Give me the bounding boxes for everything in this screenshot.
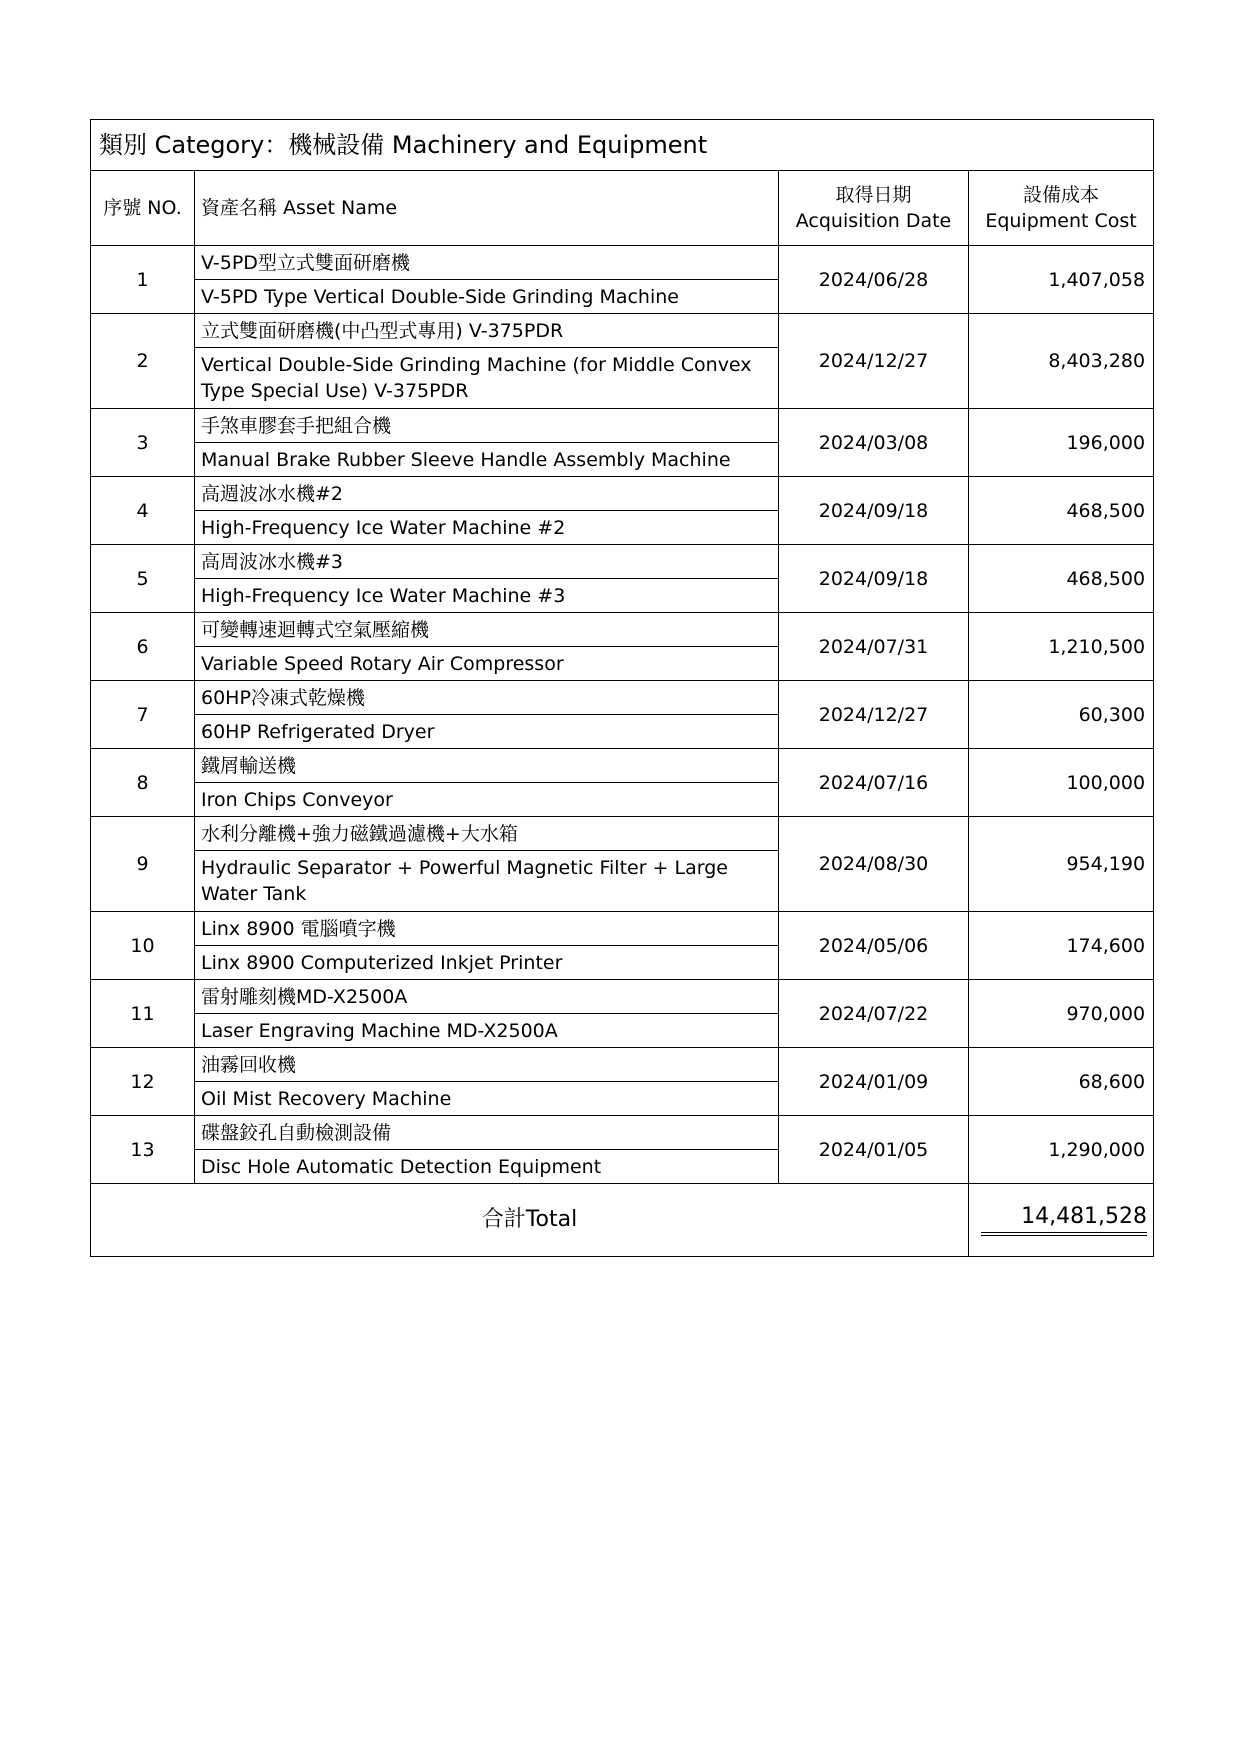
row-number: 12 bbox=[91, 1048, 195, 1116]
equipment-cost: 1,290,000 bbox=[969, 1116, 1154, 1184]
asset-name-english: Hydraulic Separator + Powerful Magnetic Filter + Large Water Tank bbox=[195, 851, 779, 912]
row-number: 8 bbox=[91, 749, 195, 817]
category-row bbox=[91, 120, 1154, 171]
asset-name-chinese: 手煞車膠套手把組合機 bbox=[195, 409, 779, 443]
acquisition-date: 2024/05/06 bbox=[779, 912, 969, 980]
acquisition-date: 2024/08/30 bbox=[779, 817, 969, 912]
asset-name-chinese: 60HP冷凍式乾燥機 bbox=[195, 681, 779, 715]
acquisition-date: 2024/12/27 bbox=[779, 314, 969, 409]
asset-name-chinese: 高周波冰水機#3 bbox=[195, 545, 779, 579]
row-number: 4 bbox=[91, 477, 195, 545]
row-number: 5 bbox=[91, 545, 195, 613]
asset-name-english: Iron Chips Conveyor bbox=[195, 783, 779, 817]
equipment-cost: 60,300 bbox=[969, 681, 1154, 749]
table-row bbox=[91, 1116, 1154, 1150]
asset-name-english: Oil Mist Recovery Machine bbox=[195, 1082, 779, 1116]
asset-name-english: Manual Brake Rubber Sleeve Handle Assembly Machine bbox=[195, 443, 779, 477]
asset-name-chinese: 水利分離機+強力磁鐵過濾機+大水箱 bbox=[195, 817, 779, 851]
header-cost-cn: 設備成本 bbox=[1023, 184, 1100, 206]
equipment-cost: 68,600 bbox=[969, 1048, 1154, 1116]
acquisition-date: 2024/07/31 bbox=[779, 613, 969, 681]
asset-name-english: Linx 8900 Computerized Inkjet Printer bbox=[195, 946, 779, 980]
table-row bbox=[91, 409, 1154, 443]
asset-name-chinese: 高週波冰水機#2 bbox=[195, 477, 779, 511]
equipment-cost: 100,000 bbox=[969, 749, 1154, 817]
header-row bbox=[91, 171, 1154, 246]
equipment-cost: 954,190 bbox=[969, 817, 1154, 912]
equipment-cost: 468,500 bbox=[969, 477, 1154, 545]
equipment-cost: 1,210,500 bbox=[969, 613, 1154, 681]
asset-name-english: Vertical Double-Side Grinding Machine (for Middle Convex Type Special Use) V-375PDR bbox=[195, 348, 779, 409]
header-no: 序號 NO. bbox=[91, 171, 195, 246]
equipment-cost: 468,500 bbox=[969, 545, 1154, 613]
asset-name-english: V-5PD Type Vertical Double-Side Grinding Machine bbox=[195, 280, 779, 314]
total-value-cell bbox=[969, 1184, 1154, 1257]
acquisition-date: 2024/07/22 bbox=[779, 980, 969, 1048]
table-row bbox=[91, 477, 1154, 511]
asset-name-chinese: 鐵屑輸送機 bbox=[195, 749, 779, 783]
asset-name-english: Variable Speed Rotary Air Compressor bbox=[195, 647, 779, 681]
row-number: 2 bbox=[91, 314, 195, 409]
category-title: 類別 Category：機械設備 Machinery and Equipment bbox=[91, 120, 1154, 171]
total-value: 14,481,528 bbox=[981, 1204, 1147, 1236]
table-row bbox=[91, 749, 1154, 783]
row-number: 3 bbox=[91, 409, 195, 477]
acquisition-date: 2024/09/18 bbox=[779, 545, 969, 613]
table-row bbox=[91, 314, 1154, 348]
row-number: 11 bbox=[91, 980, 195, 1048]
asset-name-chinese: Linx 8900 電腦噴字機 bbox=[195, 912, 779, 946]
equipment-cost: 196,000 bbox=[969, 409, 1154, 477]
table-row bbox=[91, 980, 1154, 1014]
asset-name-english: Laser Engraving Machine MD-X2500A bbox=[195, 1014, 779, 1048]
equipment-cost: 174,600 bbox=[969, 912, 1154, 980]
row-number: 10 bbox=[91, 912, 195, 980]
equipment-cost: 1,407,058 bbox=[969, 246, 1154, 314]
equipment-cost: 970,000 bbox=[969, 980, 1154, 1048]
acquisition-date: 2024/01/05 bbox=[779, 1116, 969, 1184]
asset-name-chinese: 可變轉速迴轉式空氣壓縮機 bbox=[195, 613, 779, 647]
header-equipment-cost bbox=[969, 171, 1154, 246]
asset-name-chinese: 油霧回收機 bbox=[195, 1048, 779, 1082]
asset-table bbox=[90, 119, 1154, 1257]
table-row bbox=[91, 613, 1154, 647]
asset-name-english: Disc Hole Automatic Detection Equipment bbox=[195, 1150, 779, 1184]
row-number: 6 bbox=[91, 613, 195, 681]
asset-name-english: High-Frequency Ice Water Machine #3 bbox=[195, 579, 779, 613]
row-number: 1 bbox=[91, 246, 195, 314]
header-asset-name: 資產名稱 Asset Name bbox=[195, 171, 779, 246]
header-acquisition-date bbox=[779, 171, 969, 246]
equipment-cost: 8,403,280 bbox=[969, 314, 1154, 409]
acquisition-date: 2024/09/18 bbox=[779, 477, 969, 545]
table-row bbox=[91, 545, 1154, 579]
row-number: 7 bbox=[91, 681, 195, 749]
asset-name-chinese: 雷射雕刻機MD-X2500A bbox=[195, 980, 779, 1014]
acquisition-date: 2024/03/08 bbox=[779, 409, 969, 477]
total-row bbox=[91, 1184, 1154, 1257]
acquisition-date: 2024/06/28 bbox=[779, 246, 969, 314]
row-number: 9 bbox=[91, 817, 195, 912]
table-row bbox=[91, 1048, 1154, 1082]
header-date-cn: 取得日期 bbox=[835, 184, 912, 206]
table-row bbox=[91, 246, 1154, 280]
acquisition-date: 2024/01/09 bbox=[779, 1048, 969, 1116]
acquisition-date: 2024/12/27 bbox=[779, 681, 969, 749]
table-row bbox=[91, 681, 1154, 715]
header-cost-en: Equipment Cost bbox=[985, 210, 1137, 232]
header-date-en: Acquisition Date bbox=[795, 210, 952, 232]
asset-name-chinese: 碟盤鉸孔自動檢測設備 bbox=[195, 1116, 779, 1150]
asset-name-chinese: 立式雙面研磨機(中凸型式專用) V-375PDR bbox=[195, 314, 779, 348]
total-label: 合計Total bbox=[91, 1184, 969, 1257]
asset-name-chinese: V-5PD型立式雙面研磨機 bbox=[195, 246, 779, 280]
asset-name-english: 60HP Refrigerated Dryer bbox=[195, 715, 779, 749]
table-row bbox=[91, 912, 1154, 946]
table-row bbox=[91, 817, 1154, 851]
acquisition-date: 2024/07/16 bbox=[779, 749, 969, 817]
row-number: 13 bbox=[91, 1116, 195, 1184]
asset-name-english: High-Frequency Ice Water Machine #2 bbox=[195, 511, 779, 545]
